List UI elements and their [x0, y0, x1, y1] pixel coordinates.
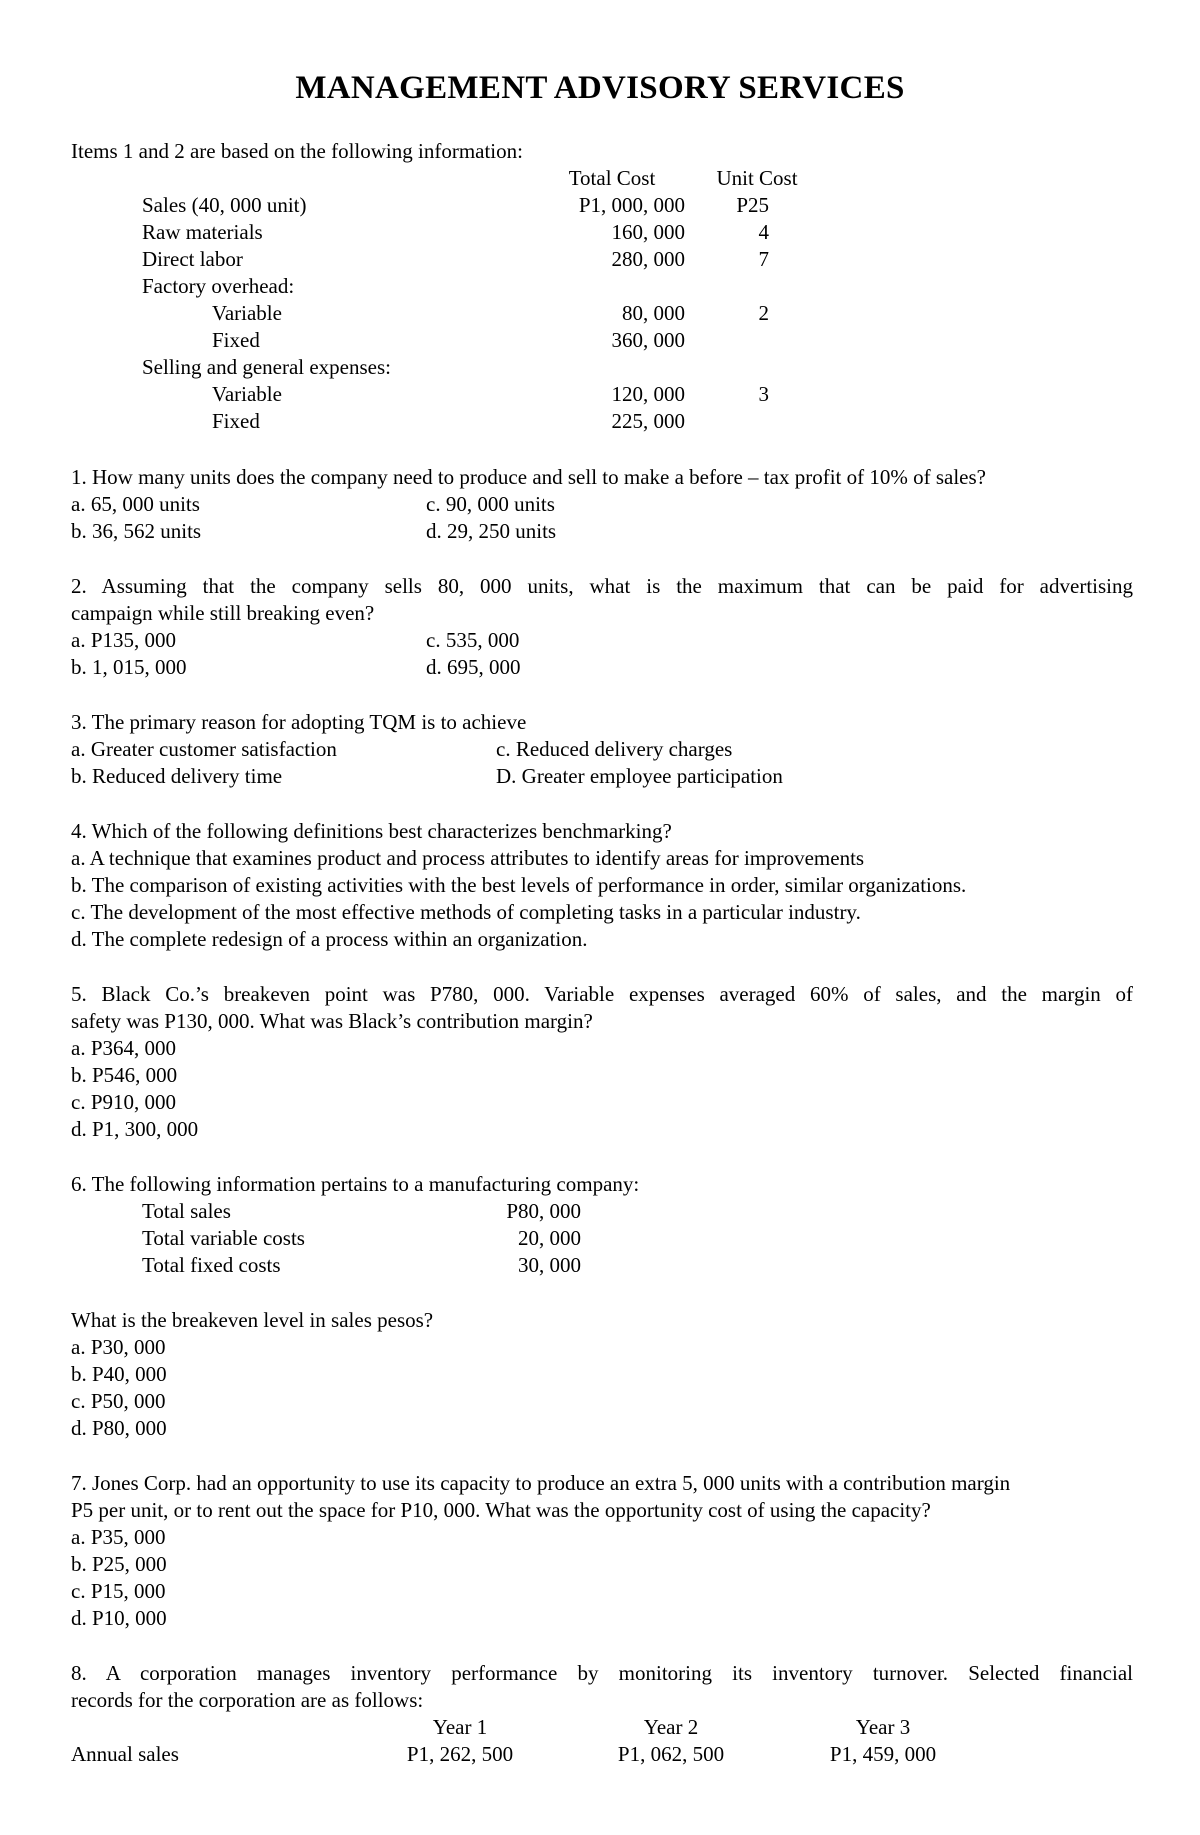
- data-value: 30, 000: [518, 1253, 581, 1277]
- answer-option: b. 1, 015, 000: [71, 655, 187, 679]
- answer-option: b. Reduced delivery time: [71, 764, 283, 788]
- row-unit: 2: [758, 301, 769, 325]
- answer-option: a. A technique that examines product and process attributes to identify areas for improvements: [71, 846, 865, 870]
- data-value: P80, 000: [506, 1199, 581, 1223]
- answer-option: a. P35, 000: [71, 1525, 166, 1549]
- answer-option: a. P364, 000: [71, 1036, 176, 1060]
- answer-option: a. P135, 000: [71, 628, 176, 652]
- question-text: 6. The following information pertains to a manufacturing company:: [71, 1172, 640, 1196]
- row-total: 225, 000: [611, 409, 685, 433]
- answer-option: c. Reduced delivery charges: [496, 737, 733, 761]
- row-total: 120, 000: [611, 382, 685, 406]
- column-header: Year 1: [432, 1715, 488, 1739]
- answer-option: b. P546, 000: [71, 1063, 178, 1087]
- answer-option: b. P25, 000: [71, 1552, 167, 1576]
- answer-option: c. The development of the most effective methods of completing tasks in a particular industry.: [71, 900, 861, 924]
- row-label: Selling and general expenses:: [142, 355, 392, 379]
- answer-option: d. 695, 000: [426, 655, 521, 679]
- question-text: 5. Black Co.’s breakeven point was P780, 000. Variable expenses averaged 60% of sales, and the margin of: [71, 982, 1133, 1006]
- row-label: Annual sales: [71, 1742, 179, 1766]
- answer-option: d. P80, 000: [71, 1416, 167, 1440]
- row-label: Factory overhead:: [142, 274, 295, 298]
- column-header: Total Cost: [568, 166, 656, 190]
- data-value: 20, 000: [518, 1226, 581, 1250]
- question-text: safety was P130, 000. What was Black’s contribution margin?: [71, 1009, 593, 1033]
- row-total: 160, 000: [611, 220, 685, 244]
- column-header: Year 2: [643, 1715, 699, 1739]
- row-unit: 3: [758, 382, 769, 406]
- row-label: Variable: [212, 301, 282, 325]
- question-text: 7. Jones Corp. had an opportunity to use its capacity to produce an extra 5, 000 units with a contribution margin: [71, 1471, 1011, 1495]
- answer-option: a. Greater customer satisfaction: [71, 737, 337, 761]
- answer-option: D. Greater employee participation: [496, 764, 783, 788]
- answer-option: b. 36, 562 units: [71, 519, 202, 543]
- row-total: 280, 000: [611, 247, 685, 271]
- row-unit: P25: [736, 193, 769, 217]
- question-text: 4. Which of the following definitions best characterizes benchmarking?: [71, 819, 672, 843]
- column-header: Unit Cost: [716, 166, 798, 190]
- row-total: 360, 000: [611, 328, 685, 352]
- question-text: 2. Assuming that the company sells 80, 000 units, what is the maximum that can be paid for advertising: [71, 574, 1133, 598]
- question-text: records for the corporation are as follows:: [71, 1688, 424, 1712]
- row-total: P1, 000, 000: [578, 193, 685, 217]
- answer-option: d. 29, 250 units: [426, 519, 557, 543]
- answer-option: d. The complete redesign of a process within an organization.: [71, 927, 588, 951]
- answer-option: d. P1, 300, 000: [71, 1117, 199, 1141]
- answer-option: a. 65, 000 units: [71, 492, 200, 516]
- page-title: MANAGEMENT ADVISORY SERVICES: [295, 70, 905, 106]
- answer-option: c. P50, 000: [71, 1389, 166, 1413]
- row-label: Raw materials: [142, 220, 263, 244]
- row-unit: 7: [758, 247, 769, 271]
- row-label: Fixed: [212, 409, 260, 433]
- question-text: What is the breakeven level in sales pesos?: [71, 1308, 434, 1332]
- answer-option: a. P30, 000: [71, 1335, 166, 1359]
- answer-option: d. P10, 000: [71, 1606, 167, 1630]
- question-text: 3. The primary reason for adopting TQM is to achieve: [71, 710, 527, 734]
- row-unit: 4: [758, 220, 769, 244]
- question-text: P5 per unit, or to rent out the space for P10, 000. What was the opportunity cost of using the capacity?: [71, 1498, 931, 1522]
- question-text: campaign while still breaking even?: [71, 601, 375, 625]
- row-total: 80, 000: [622, 301, 685, 325]
- answer-option: b. P40, 000: [71, 1362, 167, 1386]
- intro-text: Items 1 and 2 are based on the following information:: [71, 139, 523, 163]
- question-text: 1. How many units does the company need to produce and sell to make a before – tax profit of 10% of sales?: [71, 465, 986, 489]
- answer-option: b. The comparison of existing activities with the best levels of performance in order, similar organizations.: [71, 873, 967, 897]
- data-label: Total fixed costs: [142, 1253, 281, 1277]
- answer-option: c. 535, 000: [426, 628, 520, 652]
- row-label: Variable: [212, 382, 282, 406]
- column-header: Year 3: [855, 1715, 911, 1739]
- row-label: Direct labor: [142, 247, 243, 271]
- data-label: Total variable costs: [142, 1226, 305, 1250]
- row-value: P1, 062, 500: [617, 1742, 725, 1766]
- question-text: 8. A corporation manages inventory performance by monitoring its inventory turnover. Selected financial: [71, 1661, 1133, 1685]
- answer-option: c. P910, 000: [71, 1090, 176, 1114]
- row-value: P1, 262, 500: [406, 1742, 514, 1766]
- row-label: Fixed: [212, 328, 260, 352]
- answer-option: c. 90, 000 units: [426, 492, 555, 516]
- row-label: Sales (40, 000 unit): [142, 193, 307, 217]
- data-label: Total sales: [142, 1199, 231, 1223]
- answer-option: c. P15, 000: [71, 1579, 166, 1603]
- row-value: P1, 459, 000: [829, 1742, 937, 1766]
